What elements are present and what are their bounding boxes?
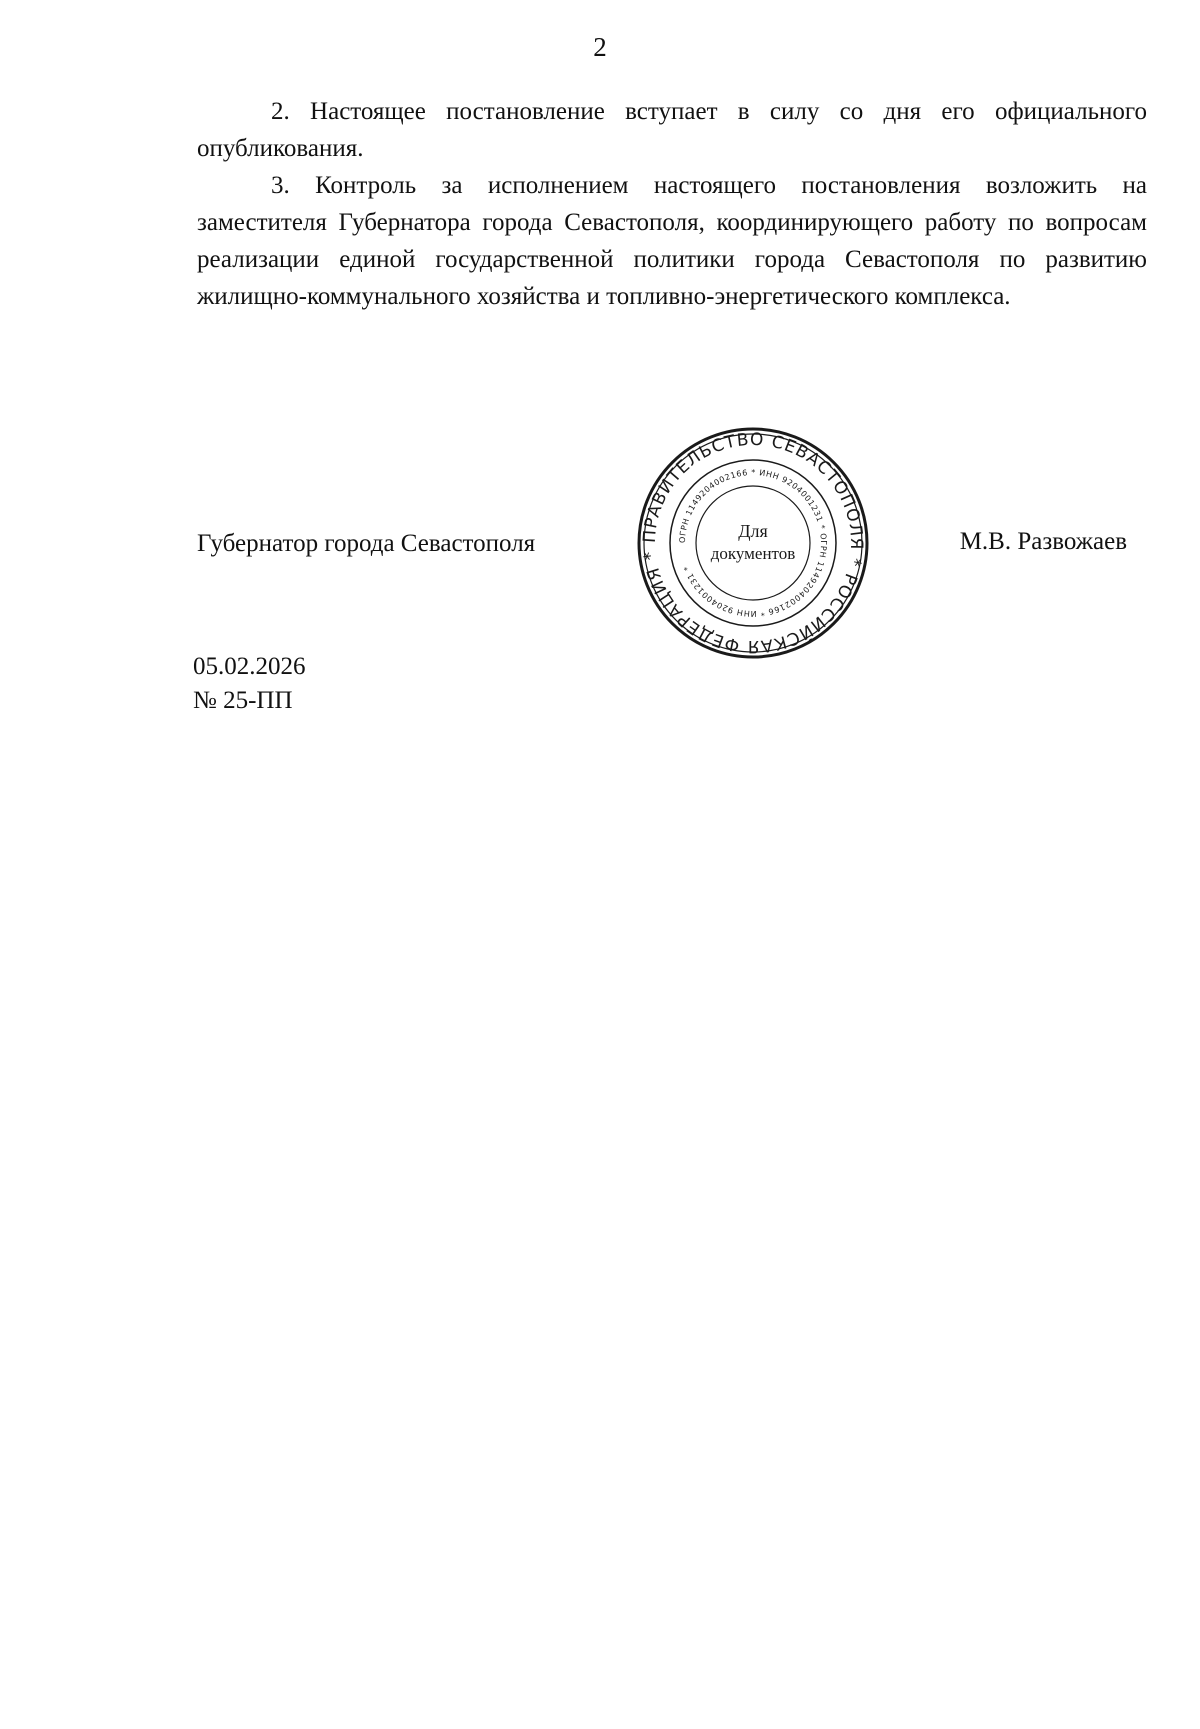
seal-outer-text: ПРАВИТЕЛЬСТВО СЕВАСТОПОЛЯ * РОССИЙСКАЯ ФЕДЕРАЦИЯ *: [639, 429, 867, 657]
paragraph-3: 3. Контроль за исполнением настоящего постановления возложить на заместителя Губернатора города Севастополя, координирующего работу по вопросам реализации единой государственной политики города Севастополя по развитию жилищно-коммунального хозяйства и топливно-энергетического комплекса.: [197, 172, 1147, 310]
seal-middle-text: ОГРН 1149204002166 * ИНН 9204001231 * ОГРН 1149204002166 * ИНН 9204001231 *: [677, 467, 829, 619]
signer-position: Губернатор города Севастополя: [197, 530, 536, 557]
document-number: № 25-ПП: [193, 687, 293, 714]
signer-name: М.В. Развожаев: [959, 528, 1127, 555]
document-meta: [193, 650, 306, 718]
svg-text:ПРАВИТЕЛЬСТВО СЕВАСТОПОЛЯ * РО: [640, 430, 866, 656]
document-body: [197, 93, 1147, 315]
seal-graphic: [635, 425, 871, 661]
document-date: 05.02.2026: [193, 653, 306, 680]
page-number: 2: [593, 32, 607, 62]
svg-text:ОГРН 1149204002166 * ИНН 92040: [678, 468, 828, 618]
official-seal: [635, 425, 871, 661]
seal-center-line-1: Для: [738, 521, 768, 541]
seal-center-line-2: документов: [710, 544, 796, 563]
paragraph-2: 2. Настоящее постановление вступает в силу со дня его официального опубликования.: [197, 98, 1147, 162]
signature-block: [197, 425, 1147, 665]
